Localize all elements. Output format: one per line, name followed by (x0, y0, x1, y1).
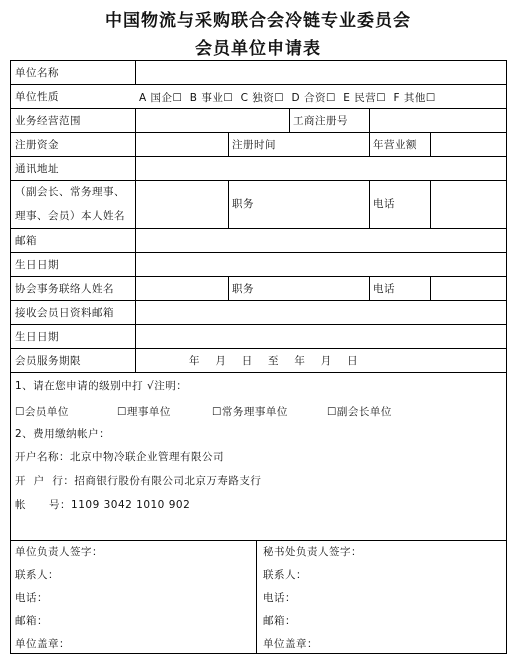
level-member[interactable]: ☐会员单位 (15, 406, 69, 418)
receive-email-label: 接收会员日资料邮箱 (15, 307, 114, 319)
left-sign-phone: 电话： (15, 592, 48, 604)
contact-name-label: 协会事务联络人姓名 (15, 283, 114, 295)
right-sign-seal: 单位盖章： (263, 638, 318, 650)
reg-time-label: 注册时间 (232, 139, 276, 151)
unit-type-options[interactable] (139, 90, 440, 105)
option-institution[interactable]: B 事业☐ (189, 92, 234, 104)
service-period-label: 会员服务期限 (15, 355, 81, 367)
level-director[interactable]: ☐理事单位 (117, 406, 171, 418)
account-number: 帐 号：1109 3042 1010 902 (15, 499, 191, 511)
form-subtitle: 会员单位申请表 (195, 39, 321, 59)
phone-label: 电话 (373, 198, 395, 210)
contact-phone-label: 电话 (373, 283, 395, 295)
reg-no-label: 工商注册号 (293, 115, 348, 127)
right-sign-email: 邮箱： (263, 615, 296, 627)
email-label: 邮箱 (15, 235, 37, 247)
right-sign-head: 秘书处负责人签字： (263, 546, 362, 558)
position-label: 职务 (232, 198, 254, 210)
person-name-label-2: 理事、会员）本人姓名 (15, 210, 125, 222)
person-name-label-1: （副会长、常务理事、 (15, 186, 125, 198)
left-sign-head: 单位负责人签字： (15, 546, 103, 558)
unit-name-label: 单位名称 (15, 67, 59, 79)
option-private[interactable]: E 民营☐ (343, 92, 387, 104)
right-sign-contact: 联系人： (263, 569, 307, 581)
service-period-value: 年 月 日 至 年 月 日 (189, 355, 359, 367)
form-title: 中国物流与采购联合会冷链专业委员会 (105, 11, 411, 31)
left-sign-contact: 联系人： (15, 569, 59, 581)
birthday-label-2: 生日日期 (15, 331, 59, 343)
capital-label: 注册资金 (15, 139, 59, 151)
option-sole-foreign[interactable]: C 独资☐ (240, 92, 285, 104)
birthday-label: 生日日期 (15, 259, 59, 271)
option-state-owned[interactable]: A 国企☐ (139, 92, 183, 104)
contact-position-label: 职务 (232, 283, 254, 295)
left-sign-email: 邮箱： (15, 615, 48, 627)
right-sign-phone: 电话： (263, 592, 296, 604)
level-instruction: 1、请在您申请的级别中打 √注明： (15, 380, 188, 392)
level-executive-director[interactable]: ☐常务理事单位 (212, 406, 288, 418)
address-label: 通讯地址 (15, 163, 59, 175)
level-vice-president[interactable]: ☐副会长单位 (327, 406, 392, 418)
left-sign-seal: 单位盖章： (15, 638, 70, 650)
unit-type-label: 单位性质 (15, 91, 59, 103)
revenue-label: 年营业额 (373, 139, 417, 151)
application-form (10, 60, 507, 654)
option-joint-venture[interactable]: D 合资☐ (291, 92, 336, 104)
fee-title: 2、费用缴纳帐户： (15, 428, 111, 440)
bank-name: 开 户 行：招商银行股份有限公司北京万寿路支行 (15, 475, 262, 487)
business-scope-label: 业务经营范围 (15, 115, 81, 127)
account-name: 开户名称：北京中物冷联企业管理有限公司 (15, 451, 224, 463)
option-other[interactable]: F 其他☐ (393, 92, 436, 104)
